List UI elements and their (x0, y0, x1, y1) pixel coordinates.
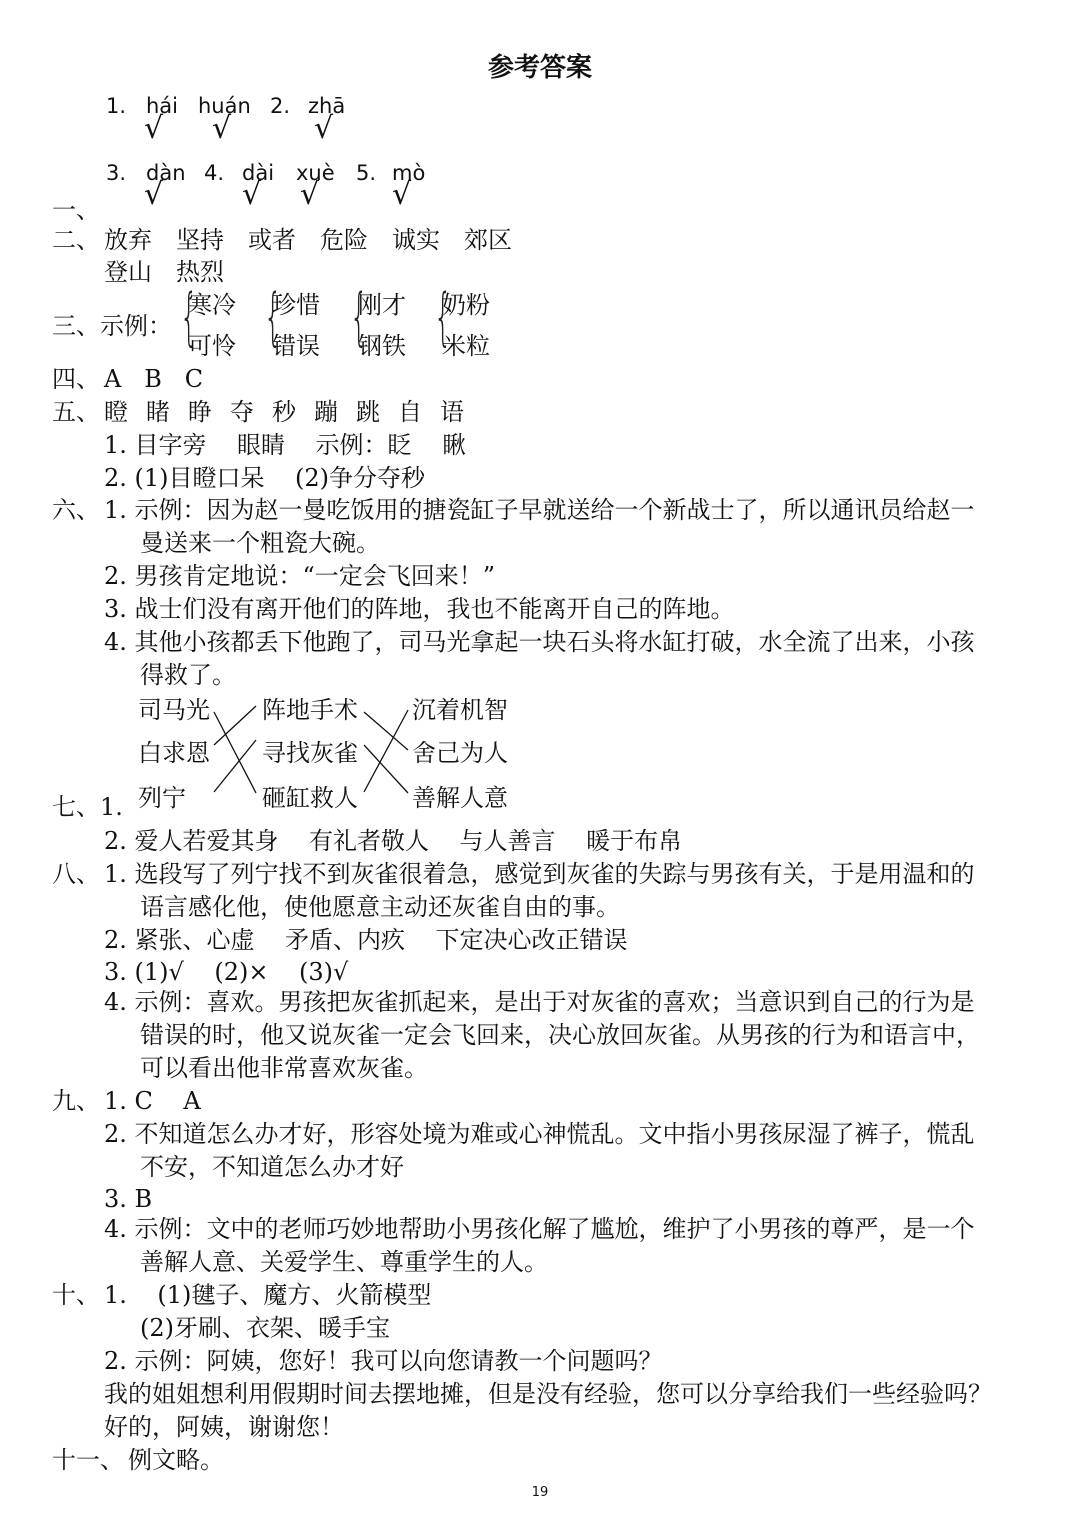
q1-pinyin-6: xuè (296, 161, 335, 185)
section-label-9: 九、 (52, 1087, 100, 1115)
match-line (214, 712, 256, 793)
q1-num-5: 5. (356, 161, 377, 185)
match-line (364, 710, 408, 792)
match-middle: 寻找灰雀 (262, 739, 358, 767)
check-mark: √ (300, 177, 320, 212)
q8-answer-1-cont: 语言感化他，使他愿意主动还灰雀自由的事。 (140, 893, 620, 921)
section-label-7: 七、1. (52, 793, 123, 821)
pair-top: 奶粉 (442, 291, 490, 319)
check-mark: √ (242, 177, 262, 212)
match-left: 白求恩 (138, 739, 210, 767)
match-right: 善解人意 (412, 784, 508, 812)
q1-num-1: 1. (106, 94, 127, 118)
q6-answer-1: 1. 示例：因为赵一曼吃饭用的搪瓷缸子早就送给一个新战士了，所以通讯员给赵一 (104, 496, 975, 524)
brace-icon: { (434, 280, 452, 353)
char: 自 (398, 398, 422, 426)
q4-answer: A B C (104, 365, 204, 393)
section-label-3: 三、示例： (52, 312, 172, 340)
match-middle: 砸缸救人 (262, 784, 358, 812)
word: 热烈 (176, 258, 224, 286)
pair-bottom: 可怜 (188, 332, 236, 360)
q1-pinyin-1: hái (146, 94, 179, 118)
q6-answer-3: 3. 战士们没有离开他们的阵地，我也不能离开自己的阵地。 (104, 595, 735, 623)
brace-icon: { (350, 280, 368, 353)
section-label-10: 十、 (52, 1281, 100, 1309)
check-mark: √ (144, 111, 164, 146)
brace-icon: { (264, 280, 282, 353)
check-mark: √ (212, 111, 232, 146)
q10-answer-2: 2. 示例：阿姨，您好！我可以向您请教一个问题吗？ (104, 1347, 663, 1375)
section-label-8: 八、 (52, 860, 100, 888)
q1-num-2: 2. (270, 94, 291, 118)
section-label-4: 四、 (52, 365, 100, 393)
section-label-11: 十一、 (52, 1446, 124, 1474)
char: 跳 (356, 398, 380, 426)
q8-answer-2: 2. 紧张、心虚 矛盾、内疚 下定决心改正错误 (104, 926, 628, 954)
q8-answer-4-cont: 错误的时，他又说灰雀一定会飞回来，决心放回灰雀。从男孩的行为和语言中， (140, 1021, 980, 1049)
word: 郊区 (464, 226, 512, 254)
q5-sub-2: 2. (1)目瞪口呆 (2)争分夺秒 (104, 464, 426, 492)
check-mark: √ (392, 177, 412, 212)
q11-answer: 例文略。 (128, 1446, 224, 1474)
page-number: 19 (531, 1485, 549, 1500)
q6-answer-4-cont: 得救了。 (140, 661, 236, 689)
q8-answer-3: 3. (1)√ (2)× (3)√ (104, 958, 349, 986)
char: 瞪 (104, 398, 128, 426)
pair-bottom: 钢铁 (358, 332, 406, 360)
q1-pinyin-2: huán (198, 94, 251, 118)
word: 坚持 (176, 226, 224, 254)
word: 诚实 (392, 226, 440, 254)
match-right: 舍己为人 (412, 739, 508, 767)
match-left: 司马光 (138, 696, 210, 724)
match-right: 沉着机智 (412, 696, 508, 724)
q1-pinyin-5: dài (242, 161, 275, 185)
pair-bottom: 米粒 (442, 332, 490, 360)
q9-answer-4: 4. 示例：文中的老师巧妙地帮助小男孩化解了尴尬，维护了小男孩的尊严，是一个 (104, 1215, 975, 1243)
section-label-6: 六、 (52, 496, 100, 524)
q10-answer-2-cont: 我的姐姐想利用假期时间去摆地摊，但是没有经验，您可以分享给我们一些经验吗？ (104, 1380, 992, 1408)
section-label-5: 五、 (52, 398, 100, 426)
check-mark: √ (144, 177, 164, 212)
match-line (214, 740, 256, 792)
pair-top: 刚才 (358, 291, 406, 319)
q8-answer-4: 4. 示例：喜欢。男孩把灰雀抓起来，是出于对灰雀的喜欢；当意识到自己的行为是 (104, 988, 975, 1016)
word: 危险 (320, 226, 368, 254)
page-title: 参考答案 (487, 53, 592, 83)
brace-icon: { (180, 280, 198, 353)
q1-pinyin-7: mò (392, 161, 426, 185)
q7-answer-2: 2. 爱人若爱其身 有礼者敬人 与人善言 暖于布帛 (104, 827, 683, 855)
q9-answer-1: 1. C A (104, 1087, 201, 1115)
q6-answer-2: 2. 男孩肯定地说：“一定会飞回来！” (104, 562, 496, 590)
check-mark: √ (314, 111, 334, 146)
char: 夺 (230, 398, 254, 426)
q1-num-4: 4. (204, 161, 225, 185)
char: 睹 (146, 398, 170, 426)
pair-top: 寒冷 (188, 291, 236, 319)
match-line (364, 712, 408, 750)
q9-answer-2: 2. 不知道怎么办才好，形容处境为难或心神慌乱。文中指小男孩尿湿了裤子，慌乱 (104, 1120, 975, 1148)
q8-answer-1: 1. 选段写了列宁找不到灰雀很着急，感觉到灰雀的失踪与男孩有关，于是用温和的 (104, 860, 975, 888)
char: 睁 (188, 398, 212, 426)
q5-sub-1: 1. 目字旁 眼睛 示例：眨 瞅 (104, 431, 467, 459)
q10-answer-1-cont: (2)牙刷、衣架、暖手宝 (140, 1314, 390, 1342)
char: 语 (440, 398, 464, 426)
word: 放弃 (104, 226, 152, 254)
q1-pinyin-4: dàn (146, 161, 186, 185)
char: 蹦 (314, 398, 338, 426)
word: 登山 (104, 258, 152, 286)
section-label-1: 一、 (52, 196, 100, 224)
q9-answer-3: 3. B (104, 1185, 153, 1213)
q6-answer-4: 4. 其他小孩都丢下他跑了，司马光拿起一块石头将水缸打破，水全流了出来，小孩 (104, 628, 975, 656)
q10-answer-2-cont: 好的，阿姨，谢谢您！ (104, 1413, 344, 1441)
match-left: 列宁 (138, 784, 186, 812)
q9-answer-4-cont: 善解人意、关爱学生、尊重学生的人。 (140, 1248, 548, 1276)
q6-answer-1-cont: 曼送来一个粗瓷大碗。 (140, 529, 380, 557)
char: 秒 (272, 398, 296, 426)
q8-answer-4-cont: 可以看出他非常喜欢灰雀。 (140, 1054, 428, 1082)
q10-answer-1: 1. (1)毽子、魔方、火箭模型 (104, 1281, 432, 1309)
word: 或者 (248, 226, 296, 254)
section-label-2: 二、 (52, 226, 100, 254)
q1-pinyin-3: zhā (308, 94, 346, 118)
match-middle: 阵地手术 (262, 696, 358, 724)
q1-num-3: 3. (106, 161, 127, 185)
pair-top: 珍惜 (272, 291, 320, 319)
q9-answer-2-cont: 不安，不知道怎么办才好 (140, 1153, 404, 1181)
pair-bottom: 错误 (272, 332, 320, 360)
